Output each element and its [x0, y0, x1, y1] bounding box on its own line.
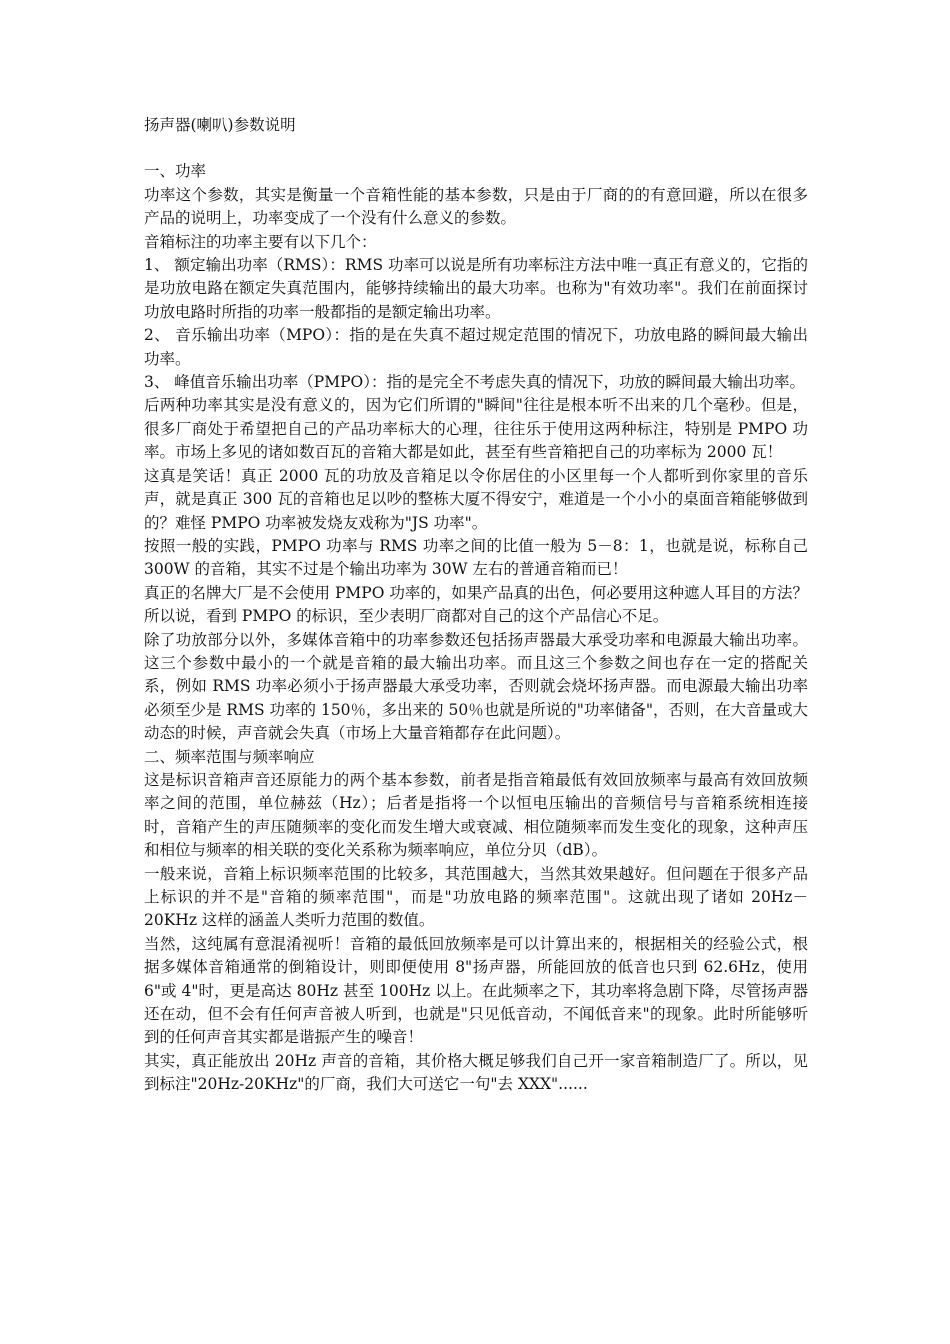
paragraph: 一般来说，音箱上标识频率范围的比较多，其范围越大，当然其效果越好。但问题在于很多产品上标识的并不是"音箱的频率范围"，而是"功放电路的频率范围"。这就出现了诸如 20Hz－20KHz 这样的涵盖人类听力范围的数值。: [144, 864, 808, 930]
paragraph: 除了功放部分以外，多媒体音箱中的功率参数还包括扬声器最大承受功率和电源最大输出功率。这三个参数中最小的一个就是音箱的最大输出功率。而且这三个参数之间也存在一定的搭配关系，例如 RMS 功率必须小于扬声器最大承受功率，否则就会烧坏扬声器。而电源最大输出功率必须至少是 RMS 功率的 150％，多出来的 50％也就是所说的"功率储备"，否则，在大音量或大动态的时候，声音就会失真（市场上大量音箱都存在此问题）。: [144, 630, 808, 743]
paragraph: 这是标识音箱声音还原能力的两个基本参数，前者是指音箱最低有效回放频率与最高有效回放频率之间的范围，单位赫兹（Hz）；后者是指将一个以恒电压输出的音频信号与音箱系统相连接时，音箱产生的声压随频率的变化而发生增大或衰减、相位随频率而发生变化的现象，这种声压和相位与频率的相关联的变化关系称为频率响应，单位分贝（dB）。: [144, 770, 808, 860]
section-heading-frequency: 二、频率范围与频率响应: [144, 747, 315, 766]
paragraph: 音箱标注的功率主要有以下几个：: [144, 232, 377, 251]
paragraph: 真正的名牌大厂是不会使用 PMPO 功率的，如果产品真的出色，何必要用这种遮人耳目的方法？所以说，看到 PMPO 的标识，至少表明厂商都对自己的这个产品信心不足。: [144, 583, 808, 626]
list-item-mpo: 2、 音乐输出功率（MPO）：指的是在失真不超过规定范围的情况下，功放电路的瞬间最大输出功率。: [144, 326, 808, 368]
paragraph: 按照一般的实践，PMPO 功率与 RMS 功率之间的比值一般为 5－8：1，也就是说，标称自己 300W 的音箱，其实不过是个输出功率为 30W 左右的普通音箱而已！: [144, 536, 808, 579]
list-item-pmpo: 3、 峰值音乐输出功率（PMPO）：指的是完全不考虑失真的情况下，功放的瞬间最大输出功率。: [144, 373, 805, 392]
document-body: [144, 114, 808, 1097]
section-heading-power: 一、功率: [144, 162, 207, 181]
paragraph: 功率这个参数，其实是衡量一个音箱性能的基本参数，只是由于厂商的的有意回避，所以在很多产品的说明上，功率变成了一个没有什么意义的参数。: [144, 185, 808, 228]
paragraph: 这真是笑话！真正 2000 瓦的功放及音箱足以令你居住的小区里每一个人都听到你家里的音乐声，就是真正 300 瓦的音箱也足以吵的整栋大厦不得安宁，难道是一个小小的桌面音箱能够做到的？难怪 PMPO 功率被发烧友戏称为"JS 功率"。: [144, 466, 808, 532]
list-item-rms: 1、 额定输出功率（RMS）：RMS 功率可以说是所有功率标注方法中唯一真正有意义的，它指的是功放电路在额定失真范围内，能够持续输出的最大功率。也称为"有效功率"。我们在前面探讨功放电路时所指的功率一般都指的是额定输出功率。: [144, 256, 808, 321]
paragraph: 其实，真正能放出 20Hz 声音的音箱，其价格大概足够我们自己开一家音箱制造厂了。所以，见到标注"20Hz-20KHz"的厂商，我们大可送它一句"去 XXX"......: [144, 1051, 808, 1094]
paragraph: 后两种功率其实是没有意义的，因为它们所谓的"瞬间"往往是根本听不出来的几个毫秒。但是，很多厂商处于希望把自己的产品功率标大的心理，往往乐于使用这两种标注，特别是 PMPO 功率。市场上多见的诸如数百瓦的音箱大都是如此，甚至有些音箱把自己的功率标为 2000 瓦！: [144, 396, 808, 462]
document-title: 扬声器(喇叭)参数说明: [144, 116, 296, 134]
paragraph: 当然，这纯属有意混淆视听！音箱的最低回放频率是可以计算出来的，根据相关的经验公式，根据多媒体音箱通常的倒箱设计，则即便使用 8"扬声器，所能回放的低音也只到 62.6Hz，使用 6"或 4"时，更是高达 80Hz 甚至 100Hz 以上。在此频率之下，其功率将急剧下降，尽管扬声器还在动，但不会有任何声音被人听到，也就是"只见低音动，不闻低音来"的现象。此时所能够听到的任何声音其实都是谐振产生的噪音！: [144, 934, 808, 1047]
